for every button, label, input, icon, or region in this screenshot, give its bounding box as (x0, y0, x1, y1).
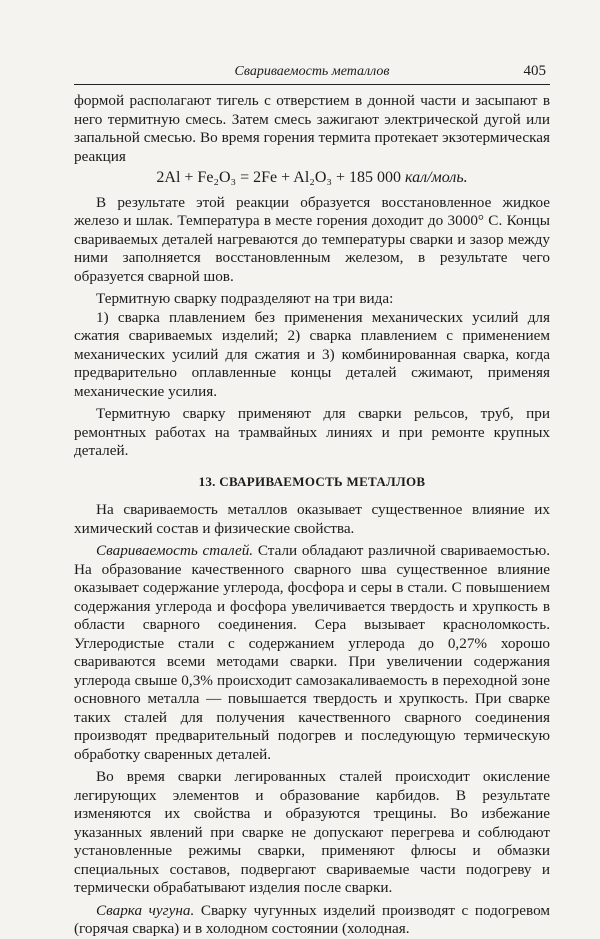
running-head-title: Свариваемость металлов (234, 64, 390, 79)
paragraph-types-intro: Термитную сварку подразделяют на три вида: (96, 290, 394, 307)
cast-iron-lead: Сварка чугуна. (96, 901, 195, 919)
paragraph-applications: Термитную сварку применяют для сварки рельсов, труб, при ремонтных работах на трамвайных линиях и при ремонте крупных деталей. (74, 405, 550, 459)
paragraph-weldability-intro: На свариваемость металлов оказывает существенное влияние их химический состав и физические свойства. (74, 501, 550, 537)
section-heading: 13. СВАРИВАЕМОСТЬ МЕТАЛЛОВ (198, 473, 426, 489)
page-body (74, 92, 550, 939)
paragraph-alloy-steels: Во время сварки легированных сталей происходит окисление легирующих элементов и образование карбидов. В результате изменяются их свойства и образуются трещины. Во избежание указанных явлений при сварке не допускают перегрева и соблюдают установленные режимы сварки, применяют флюсы и обмазки специальных составов, подвергают свариваемые части подогреву и термически обрабатывают изделия после сварки. (74, 768, 550, 896)
page-number: 405 (523, 63, 546, 79)
steels-text: Стали обладают различной свариваемостью. На образование качественного сварного шва существенное влияние оказывает содержание углерода, фосфора и серы в стали. С повышением содержания углерода и фосфора увеличивается твердость и хрупкость в области сварного соединения. Сера вызывает красноломкость. Углеродистые стали с содержанием углерода до 0,27% хорошо свариваются всеми методами сварки. При увеличении содержания углерода свыше 0,3% происходит самозакаливаемость в переходной зоне основного металла — повышается твердость и хрупкость. При сварке таких сталей для получения качественного сварного соединения производят предварительный подогрев и последующую термическую обработку сваренных деталей. (74, 542, 550, 763)
paragraph-reaction-result: В результате этой реакции образуется восстановленное жидкое железо и шлак. Температура в месте горения доходит до 3000° С. Концы свариваемых деталей нагреваются до температуры сварки и зазор между ними заполняется восстановленным железом, в результате чего образуется сварной шов. (74, 193, 550, 285)
cast-iron-text: Сварку чугунных изделий производят с подогревом (горячая сварка) и в холодном состоянии (холодная. (74, 901, 550, 937)
paragraph-cast-iron (74, 902, 550, 939)
formula-equation: 2Al + Fe₂O₃ = 2Fe + Al₂O₃ + 185 000 (156, 169, 402, 186)
running-head (74, 60, 550, 85)
paragraph-continuation: формой располагают тигель с отверстием в донной части и засыпают в него термитную смесь. Затем смесь зажигают электрической дугой или запальной смесью. Во время горения термита протекает экзотермическая реакция (74, 92, 550, 165)
formula-unit: кал/моль. (405, 169, 468, 186)
paragraph-types-list: 1) сварка плавлением без применения механических усилий для сжатия свариваемых изделий; 2) сварка плавлением с применением механических усилий для сжатия и 3) комбинированная сварка, когда предварительно оплавленные концы деталей сжимают, применяя механические усилия. (74, 308, 550, 400)
paragraph-steels (74, 542, 550, 764)
steels-lead: Свариваемость сталей. (96, 542, 254, 559)
reaction-formula (74, 169, 550, 188)
